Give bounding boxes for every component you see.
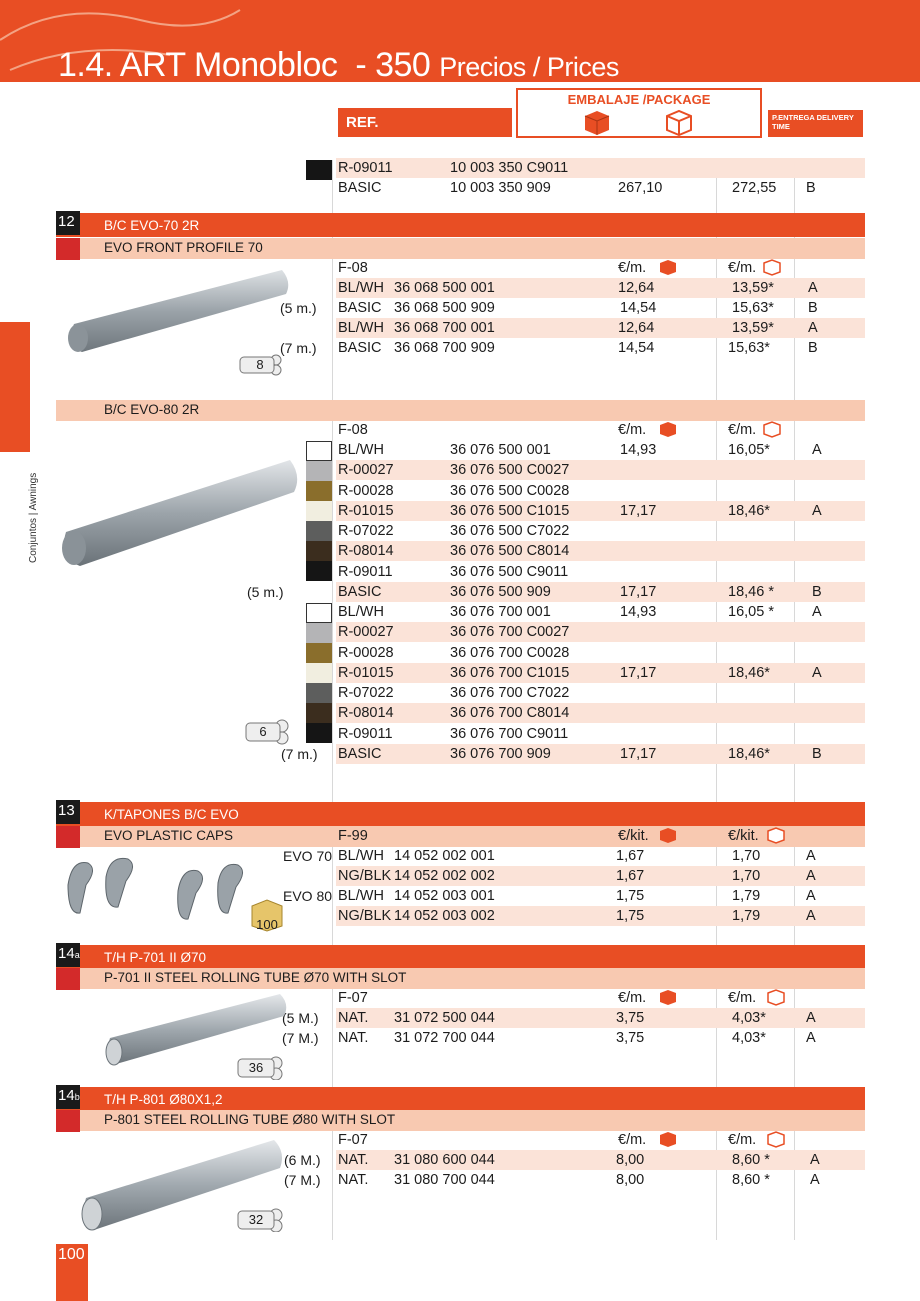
color-swatch-white: [306, 603, 332, 623]
table-row: [336, 501, 865, 521]
color-swatch-ivory: [306, 501, 332, 521]
section-subtitle: EVO FRONT PROFILE 70: [104, 240, 263, 255]
length-label: (7 M.): [284, 1172, 321, 1188]
package-quantity: 36: [248, 1060, 264, 1075]
caps-image: [58, 855, 278, 930]
cell-p2: 18,46*: [728, 664, 770, 681]
cell-d: A: [812, 442, 822, 458]
cell-d: A: [812, 664, 822, 681]
table-row: F-99 €/kit. €/kit.: [338, 828, 759, 844]
table-row: [336, 440, 865, 460]
color-swatch-silver: [306, 461, 332, 481]
cell-finish: BL/WH: [338, 442, 384, 458]
side-label: Conjuntos | Awnings: [28, 472, 39, 563]
closed-box-icon: [658, 258, 678, 276]
cell-code: 36 076 500 909: [450, 583, 551, 600]
cell-finish: R-00027: [338, 462, 394, 479]
table-row: BL/WH 14 052 002 001 1,67 1,70 A: [338, 848, 816, 864]
color-swatch-brown: [306, 703, 332, 723]
table-row: [336, 481, 865, 501]
cell-finish: R-00028: [338, 482, 394, 499]
cell-finish: BASIC: [338, 583, 382, 600]
table-row: [336, 521, 865, 541]
cell-code: 36 076 500 C8014: [450, 543, 570, 560]
cell-code: 36 076 500 C0028: [450, 482, 570, 499]
section-marker: [56, 238, 80, 260]
cell-p1: 17,17: [620, 583, 657, 600]
cell-code: 36 076 700 001: [450, 604, 551, 620]
cell-code: 36 076 500 C9011: [450, 563, 569, 580]
color-swatch-grey: [306, 521, 332, 541]
table-row: [336, 724, 865, 744]
section-number: 14a: [56, 943, 80, 967]
cell-code: 36 076 700 C8014: [450, 705, 570, 722]
table-row: NAT. 31 080 600 044 8,00 8,60 * A: [336, 1150, 865, 1170]
color-swatch-silver: [306, 623, 332, 643]
cell-code: 36 076 700 909: [450, 745, 551, 762]
section-title: K/TAPONES B/C EVO: [104, 807, 239, 822]
section-subtitle: P-701 II STEEL ROLLING TUBE Ø70 WITH SLOT: [104, 970, 407, 985]
color-swatch-black: [306, 561, 332, 581]
table-row: [336, 703, 865, 723]
cell-finish: R-01015: [338, 502, 394, 519]
closed-box-icon: [582, 108, 612, 136]
color-swatch-ivory: [306, 663, 332, 683]
cell-p2: 18,46 *: [728, 583, 774, 600]
closed-box-icon: [658, 988, 678, 1006]
table-row: [336, 683, 865, 703]
cell-finish: R-00028: [338, 644, 394, 661]
section-marker: [56, 1110, 80, 1132]
cell-finish: R-07022: [338, 523, 394, 539]
cell-d: A: [812, 604, 822, 620]
closed-box-icon: [658, 826, 678, 844]
table-row: [336, 541, 865, 561]
table-row: [336, 744, 865, 764]
cell-p1: 14,93: [620, 442, 657, 458]
table-row: BL/WH 14 052 003 001 1,75 1,79 A: [338, 888, 816, 904]
section-marker: [56, 826, 80, 848]
cell-code: 36 076 500 C7022: [450, 523, 570, 539]
cell-p1: 14,93: [620, 604, 657, 620]
table-row: NAT. 31 080 700 044 8,00 8,60 * A: [338, 1172, 820, 1188]
cell-finish: R-09011: [338, 563, 393, 580]
cell-finish: R-07022: [338, 685, 394, 701]
table-row: F-07 €/m. €/m.: [338, 990, 757, 1006]
cell-code: 36 076 500 001: [450, 442, 551, 458]
page-title: 1.4. ART Monobloc - 350 Precios / Prices: [58, 46, 619, 84]
section-marker: [56, 968, 80, 990]
column-divider: [332, 160, 333, 1240]
section-subtitle: B/C EVO-80 2R: [104, 402, 200, 417]
profile-image: [58, 440, 302, 570]
table-row: NAT. 31 072 700 044 3,75 4,03* A: [338, 1030, 816, 1046]
table-row: [336, 622, 865, 642]
open-box-icon: [766, 988, 786, 1006]
table-row: [336, 602, 865, 622]
model-label: EVO 80: [283, 888, 333, 904]
cell-d: A: [812, 502, 822, 519]
cell-d: B: [812, 583, 822, 600]
ref-column-header: REF.: [338, 108, 512, 137]
table-row: R-09011 10 003 350 C9011: [336, 158, 865, 178]
section-number: 13: [56, 800, 80, 824]
length-label: (5 M.): [282, 1010, 319, 1026]
cell-code: 36 076 700 C9011: [450, 725, 569, 742]
table-row: BL/WH 36 068 700 001 12,64 13,59* A: [336, 318, 865, 338]
open-box-icon: [766, 1130, 786, 1148]
cell-p2: 18,46*: [728, 745, 770, 762]
length-label: (6 M.): [284, 1152, 321, 1168]
table-row: [336, 562, 865, 582]
profile-image: [62, 262, 292, 352]
length-label: (5 m.): [280, 300, 317, 316]
cell-p2: 18,46*: [728, 502, 770, 519]
open-box-icon: [762, 420, 782, 438]
cell-p1: 17,17: [620, 664, 657, 681]
cell-finish: R-00027: [338, 624, 394, 641]
color-swatch-black: [306, 723, 332, 743]
package-column-header: EMBALAJE /PACKAGE: [516, 88, 762, 138]
open-box-icon: [762, 258, 782, 276]
table-row: [336, 460, 865, 480]
cell-p2: 16,05*: [728, 442, 770, 458]
closed-box-icon: [658, 1130, 678, 1148]
cell-code: 36 076 700 C0028: [450, 644, 570, 661]
cell-finish: R-08014: [338, 705, 394, 722]
cell-d: B: [812, 745, 822, 762]
color-swatch-white: [306, 441, 332, 461]
open-box-icon: [664, 108, 694, 136]
cell-code: 36 076 700 C1015: [450, 664, 570, 681]
color-swatch: [306, 160, 332, 180]
length-label: (7 m.): [281, 746, 318, 762]
table-row: [336, 643, 865, 663]
table-row: F-07 €/m. €/m.: [338, 1132, 757, 1148]
cell-p1: 17,17: [620, 502, 657, 519]
table-row: NAT. 31 072 500 044 3,75 4,03* A: [336, 1008, 865, 1028]
cell-finish: BASIC: [338, 745, 382, 762]
cell-finish: R-08014: [338, 543, 394, 560]
closed-box-icon: [658, 420, 678, 438]
package-quantity: 100: [256, 917, 278, 932]
table-row: NG/BLK 14 052 002 002 1,67 1,70 A: [336, 866, 865, 886]
section-number: 12: [56, 211, 80, 235]
side-tab: [0, 322, 30, 452]
delivery-column-header: P.ENTREGA DELIVERY TIME: [768, 110, 863, 137]
color-swatch-grey: [306, 683, 332, 703]
section-title: B/C EVO-70 2R: [104, 218, 200, 233]
page-number: 100: [56, 1244, 88, 1301]
cell-code: 36 076 500 C0027: [450, 462, 570, 479]
table-row: NG/BLK 14 052 003 002 1,75 1,79 A: [336, 906, 865, 926]
package-quantity: 6: [259, 724, 267, 739]
length-label: (7 M.): [282, 1030, 319, 1046]
open-box-icon: [766, 826, 786, 844]
cell-code: 36 076 700 C0027: [450, 624, 570, 641]
table-row: BASIC 10 003 350 909 267,10 272,55 B: [338, 180, 816, 196]
color-swatch-bronze: [306, 643, 332, 663]
cell-code: 36 076 500 C1015: [450, 502, 570, 519]
table-row: F-08 €/m. €/m.: [338, 260, 757, 276]
section-number: 14b: [56, 1085, 80, 1109]
cell-p2: 16,05 *: [728, 604, 774, 620]
cell-finish: R-09011: [338, 725, 393, 742]
color-swatch-bronze: [306, 481, 332, 501]
cell-finish: BL/WH: [338, 604, 384, 620]
table-row: BASIC 36 068 700 909 14,54 15,63* B: [338, 340, 818, 356]
package-quantity: 32: [248, 1212, 264, 1227]
section-subtitle: EVO PLASTIC CAPS: [104, 828, 234, 843]
section-title: T/H P-701 II Ø70: [104, 950, 207, 965]
model-label: EVO 70: [283, 848, 333, 864]
table-row: [336, 582, 865, 602]
length-label: (5 m.): [247, 584, 284, 600]
section-subtitle: P-801 STEEL ROLLING TUBE Ø80 WITH SLOT: [104, 1112, 396, 1127]
table-row: [336, 663, 865, 683]
cell-p1: 17,17: [620, 745, 657, 762]
cell-code: 36 076 700 C7022: [450, 685, 570, 701]
table-row: BASIC 36 068 500 909 14,54 15,63* B: [338, 300, 818, 316]
package-quantity: 8: [256, 357, 264, 372]
length-label: (7 m.): [280, 340, 317, 356]
color-swatch-brown: [306, 541, 332, 561]
table-row: F-08 €/m. €/m.: [338, 422, 757, 438]
section-title: T/H P-801 Ø80X1,2: [104, 1092, 223, 1107]
cell-finish: R-01015: [338, 664, 394, 681]
table-row: BL/WH 36 068 500 001 12,64 13,59* A: [336, 278, 865, 298]
